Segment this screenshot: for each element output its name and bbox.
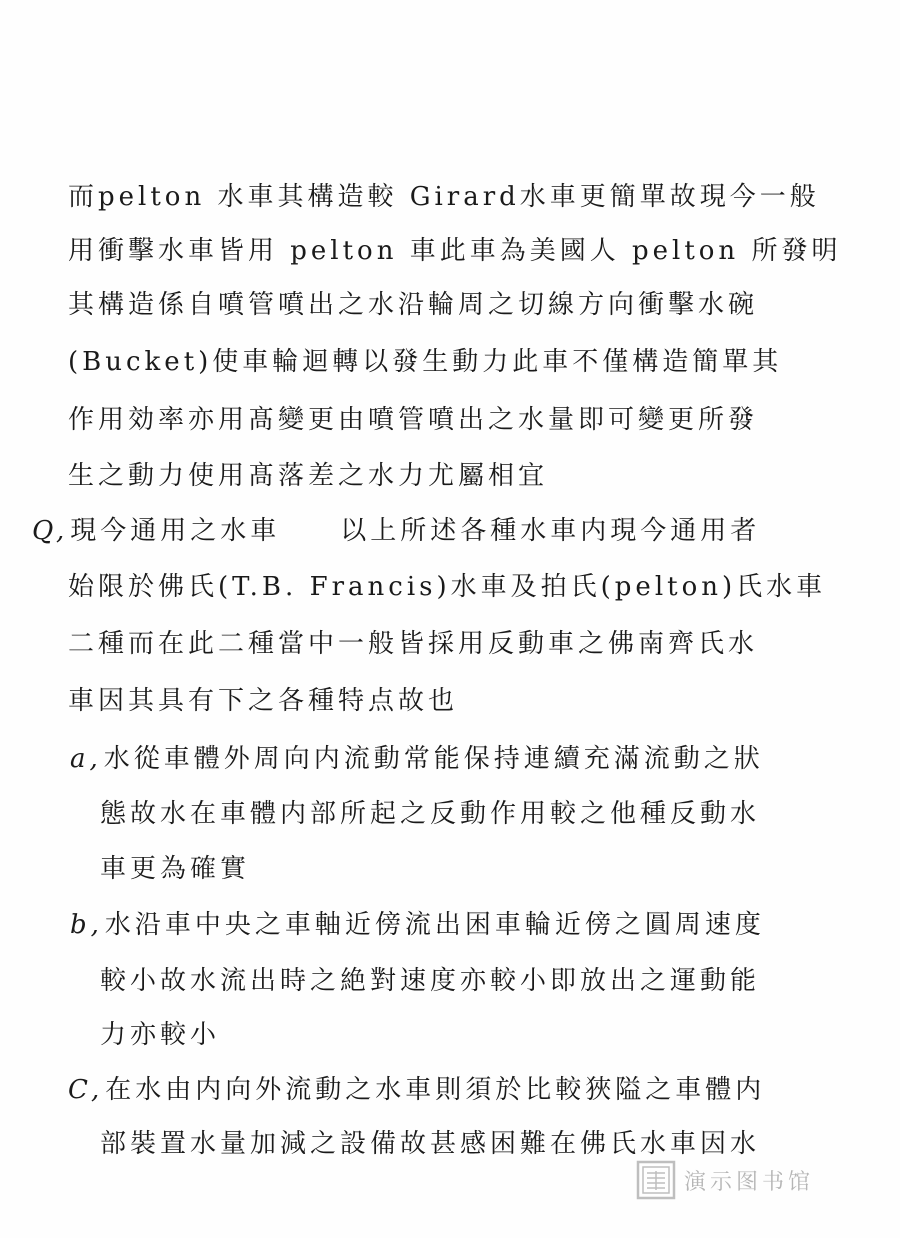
text-line-6: 生之動力使用髙落差之水力尤屬相宜 bbox=[68, 461, 549, 491]
text-line-1: 而pelton 水車其構造較 Girard水車更簡單故現今一般 bbox=[68, 182, 820, 212]
item-c-text-1: 在水由内向外流動之水車則須於比較狹隘之車體内 bbox=[105, 1075, 766, 1105]
text-line-9: 二種而在此二種當中一般皆採用反動車之佛南齊氏水 bbox=[68, 629, 759, 659]
text-line-8: 始限於佛氏(T.B. Francis)水車及拍氏(pelton)氏水車 bbox=[68, 572, 827, 602]
text-line-10: 車因其具有下之各種特点故也 bbox=[68, 686, 459, 716]
section-marker: Q, bbox=[32, 516, 69, 546]
item-b-marker: b, bbox=[70, 910, 103, 940]
item-c-line-2: 部裝置水量加減之設備故甚感困難在佛氏水車因水 bbox=[100, 1129, 761, 1159]
library-watermark bbox=[636, 1160, 814, 1200]
item-b-line-1 bbox=[70, 908, 765, 942]
item-a-marker: a, bbox=[70, 744, 102, 774]
item-a-line-2: 態故水在車體内部所起之反動作用較之他種反動水 bbox=[100, 799, 761, 829]
text-line-2: 用衝擊水車皆用 pelton 車此車為美國人 pelton 所發明 bbox=[68, 236, 842, 266]
item-b-line-2: 較小故水流出時之絶對速度亦較小即放出之運動能 bbox=[100, 966, 761, 996]
text-line-5: 作用効率亦用髙變更由噴管噴出之水量即可變更所發 bbox=[68, 405, 759, 435]
item-a-text-1: 水從車體外周向内流動常能保持連續充滿流動之狀 bbox=[103, 744, 764, 774]
item-b-line-3: 力亦較小 bbox=[100, 1020, 221, 1050]
item-a-line-3: 車更為確實 bbox=[100, 854, 251, 884]
text-line-4: (Bucket)使車輪迴轉以發生動力此車不僅構造簡單其 bbox=[68, 347, 783, 377]
watermark-text: 演示图书馆 bbox=[684, 1169, 815, 1195]
item-a-line-1 bbox=[70, 742, 764, 776]
library-seal-icon bbox=[636, 1160, 676, 1200]
item-c-marker: C, bbox=[68, 1075, 104, 1105]
text-line-3: 其構造係自噴管噴出之水沿輪周之切線方向衝擊水碗 bbox=[68, 290, 759, 320]
section-heading-text: 現今通用之水車 以上所述各種水車内現今通用者 bbox=[70, 516, 761, 546]
item-b-text-1: 水沿車中央之車軸近傍流出困車輪近傍之圓周速度 bbox=[104, 910, 765, 940]
section-heading-line bbox=[32, 514, 760, 548]
item-c-line-1 bbox=[68, 1073, 765, 1107]
